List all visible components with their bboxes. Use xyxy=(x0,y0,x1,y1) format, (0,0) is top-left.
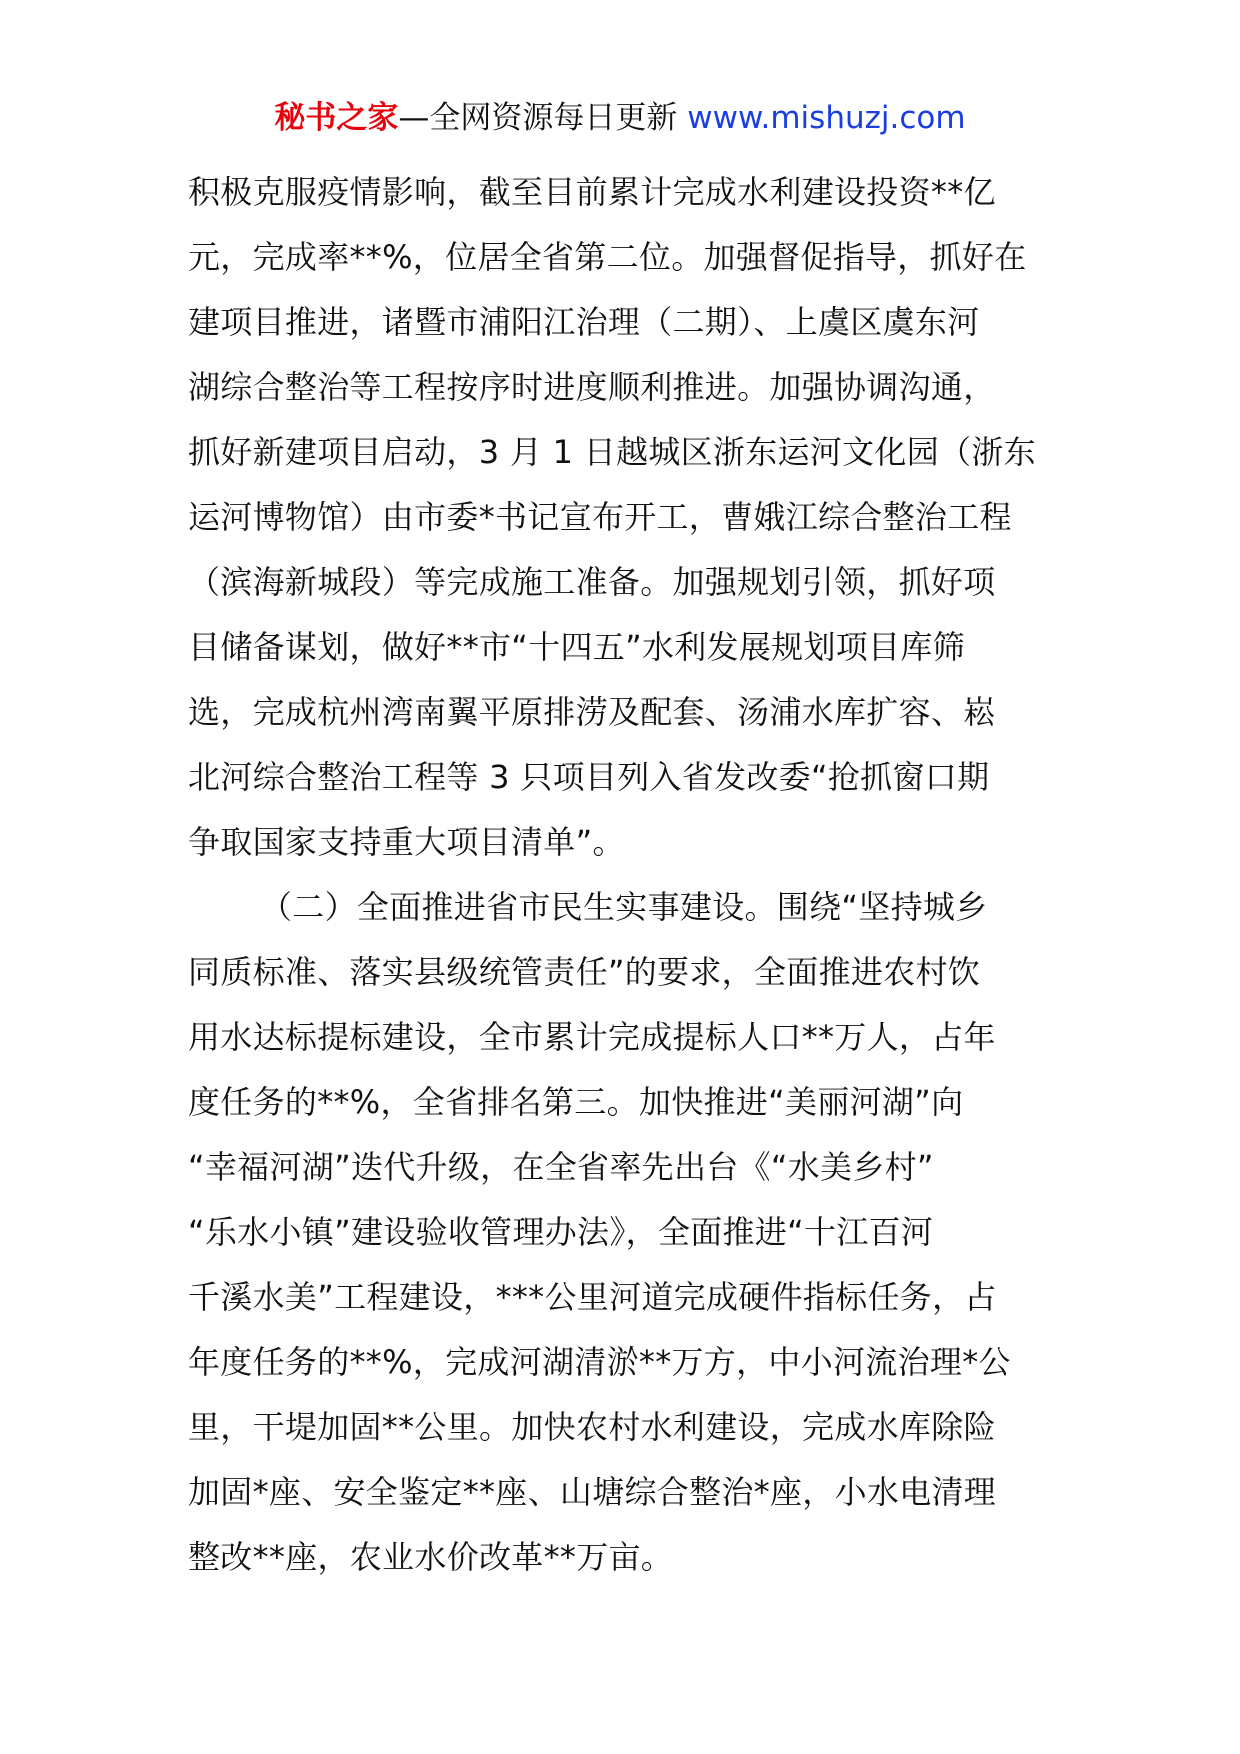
text-line: 运河博物馆）由市委*书记宣布开工，曹娥江综合整治工程 xyxy=(188,498,1012,536)
text-line: 整改**座，农业水价改革**万亩。 xyxy=(188,1538,674,1576)
text-line: 抓好新建项目启动，3 月 1 日越城区浙东运河文化园（浙东 xyxy=(188,433,1036,471)
document-body xyxy=(188,160,1060,1590)
text-line: 目储备谋划，做好**市“十四五”水利发展规划项目库筛 xyxy=(188,628,965,666)
text-line: 北河综合整治工程等 3 只项目列入省发改委“抢抓窗口期 xyxy=(188,758,990,796)
text-line: 湖综合整治等工程按序时进度顺利推进。加强协调沟通， xyxy=(188,368,996,406)
text-line: 加固*座、安全鉴定**座、山塘综合整治*座，小水电清理 xyxy=(188,1473,997,1511)
text-line: 用水达标提标建设，全市累计完成提标人口**万人，占年 xyxy=(188,1018,996,1056)
text-line: “乐水小镇”建设验收管理办法》，全面推进“十江百河 xyxy=(188,1213,934,1251)
text-line: “幸福河湖”迭代升级，在全省率先出台《“水美乡村” xyxy=(188,1148,934,1186)
text-line: （滨海新城段）等完成施工准备。加强规划引领，抓好项 xyxy=(188,563,996,601)
header-tagline: —全网资源每日更新 xyxy=(398,100,678,136)
text-line: 同质标准、落实县级统管责任”的要求，全面推进农村饮 xyxy=(188,953,981,991)
text-line: 里，干堤加固**公里。加快农村水利建设，完成水库除险 xyxy=(188,1408,996,1446)
site-header xyxy=(0,98,1240,138)
text-line: 选，完成杭州湾南翼平原排涝及配套、汤浦水库扩容、崧 xyxy=(188,693,996,731)
text-line: 千溪水美”工程建设，***公里河道完成硬件指标任务，占 xyxy=(188,1278,997,1316)
text-line: 争取国家支持重大项目清单”。 xyxy=(188,823,625,861)
text-line: 建项目推进，诸暨市浦阳江治理（二期）、上虞区虞东河 xyxy=(188,303,980,341)
text-line: 度任务的**%，全省排名第三。加快推进“美丽河湖”向 xyxy=(188,1083,964,1121)
text-line: 元，完成率**%，位居全省第二位。加强督促指导，抓好在 xyxy=(188,238,1027,276)
text-line: 年度任务的**%，完成河湖清淤**万方，中小河流治理*公 xyxy=(188,1343,1011,1381)
text-line: 积极克服疫情影响，截至目前累计完成水利建设投资**亿 xyxy=(188,173,996,211)
site-url-link[interactable]: www.mishuzj.com xyxy=(687,100,966,136)
brand-name: 秘书之家 xyxy=(274,100,399,136)
section-heading-line: （二）全面推进省市民生实事建设。围绕“坚持城乡 xyxy=(260,888,988,926)
